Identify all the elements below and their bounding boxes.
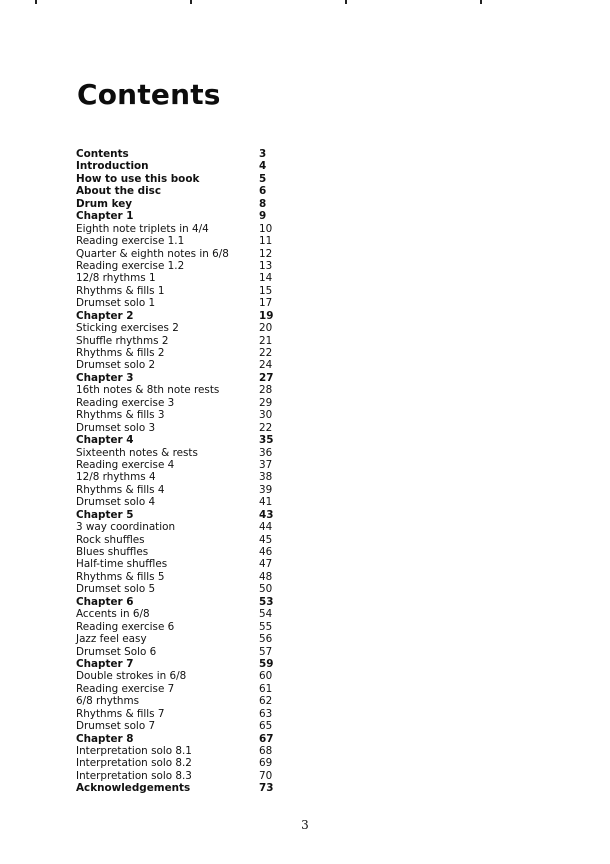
toc-entry <box>76 633 286 645</box>
toc-entry-label: Drum key <box>76 197 133 210</box>
toc-entry-page: 62 <box>259 695 273 708</box>
toc-entry <box>76 372 286 384</box>
toc-entry <box>76 434 286 446</box>
toc-entry <box>76 708 286 720</box>
toc-entry-label: Reading exercise 4 <box>76 458 175 471</box>
toc-entry <box>76 496 286 508</box>
toc-entry-label: Interpretation solo 8.3 <box>76 769 192 782</box>
toc-entry-page: 6 <box>259 185 267 198</box>
toc-entry-page: 28 <box>259 384 273 397</box>
toc-entry-page: 44 <box>259 521 273 534</box>
edge-mark <box>35 0 37 4</box>
toc-entry-label: Blues shuffles <box>76 546 149 558</box>
toc-entry <box>76 459 286 471</box>
toc-entry-page: 36 <box>259 446 273 459</box>
toc-entry-page: 63 <box>259 707 273 720</box>
toc-entry-label: About the disc <box>76 185 161 198</box>
toc-entry-page: 39 <box>259 483 273 496</box>
edge-mark <box>345 0 347 4</box>
toc-entry-label: Reading exercise 1.2 <box>76 259 185 272</box>
toc-entry <box>76 173 286 185</box>
toc-entry <box>76 558 286 570</box>
toc-entry-page: 41 <box>259 496 273 509</box>
toc-entry-page: 5 <box>259 172 267 185</box>
toc-entry-page: 22 <box>259 347 273 359</box>
table-of-contents <box>76 148 286 795</box>
toc-entry-label: Double strokes in 6/8 <box>76 670 187 683</box>
toc-entry-label: Drumset solo 7 <box>76 720 156 733</box>
toc-entry-label: Reading exercise 7 <box>76 682 175 695</box>
toc-entry <box>76 484 286 496</box>
toc-entry <box>76 646 286 658</box>
toc-entry <box>76 160 286 172</box>
toc-entry-label: Drumset solo 1 <box>76 297 156 310</box>
toc-entry-label: Rock shuffles <box>76 533 145 546</box>
toc-entry-page: 61 <box>259 682 273 695</box>
toc-entry-label: Rhythms & fills 3 <box>76 409 165 422</box>
toc-entry-page: 54 <box>259 608 273 621</box>
toc-entry-page: 73 <box>259 782 274 795</box>
toc-entry <box>76 571 286 583</box>
toc-entry-page: 15 <box>259 284 273 297</box>
toc-entry <box>76 210 286 222</box>
toc-entry <box>76 509 286 521</box>
toc-entry-page: 21 <box>259 334 273 347</box>
toc-entry-label: Drumset Solo 6 <box>76 645 157 658</box>
toc-entry-label: Rhythms & fills 5 <box>76 570 165 583</box>
toc-entry <box>76 658 286 670</box>
toc-entry-page: 22 <box>259 421 273 434</box>
toc-entry-page: 24 <box>259 359 273 372</box>
toc-entry-label: Chapter 2 <box>76 309 134 322</box>
toc-entry <box>76 521 286 533</box>
toc-entry <box>76 223 286 235</box>
toc-entry-label: 3 way coordination <box>76 521 176 534</box>
toc-entry <box>76 782 286 794</box>
toc-entry-label: Chapter 8 <box>76 732 134 745</box>
toc-entry-page: 56 <box>259 633 273 646</box>
toc-entry-label: Chapter 7 <box>76 657 134 670</box>
edge-mark <box>480 0 482 4</box>
toc-entry-label: Rhythms & fills 4 <box>76 483 165 496</box>
toc-entry-page: 65 <box>259 720 273 733</box>
toc-entry <box>76 745 286 757</box>
toc-entry <box>76 322 286 334</box>
toc-entry-label: 6/8 rhythms <box>76 695 140 708</box>
toc-entry-page: 46 <box>259 546 273 558</box>
toc-entry <box>76 397 286 409</box>
toc-entry-label: Sixteenth notes & rests <box>76 446 198 459</box>
toc-entry-page: 11 <box>259 235 273 248</box>
toc-entry <box>76 757 286 769</box>
toc-entry-page: 4 <box>259 160 267 173</box>
toc-entry <box>76 310 286 322</box>
toc-entry <box>76 248 286 260</box>
toc-entry <box>76 148 286 160</box>
toc-entry <box>76 583 286 595</box>
toc-entry-page: 17 <box>259 297 273 310</box>
toc-entry-label: Introduction <box>76 160 149 173</box>
toc-entry <box>76 272 286 284</box>
toc-entry-page: 10 <box>259 222 273 235</box>
toc-entry-label: Drumset solo 3 <box>76 421 156 434</box>
toc-entry-label: Chapter 4 <box>76 434 134 447</box>
toc-entry-page: 20 <box>259 322 273 335</box>
toc-entry-label: 16th notes & 8th note rests <box>76 384 220 397</box>
toc-entry <box>76 447 286 459</box>
toc-entry-page: 43 <box>259 508 274 521</box>
toc-entry-page: 3 <box>259 148 267 160</box>
toc-entry <box>76 670 286 682</box>
toc-entry-page: 14 <box>259 272 273 285</box>
toc-entry <box>76 347 286 359</box>
toc-entry-label: Shuffle rhythms 2 <box>76 334 169 347</box>
toc-entry-page: 30 <box>259 409 273 422</box>
toc-entry-label: Reading exercise 1.1 <box>76 235 185 248</box>
toc-entry <box>76 621 286 633</box>
toc-entry-page: 50 <box>259 583 273 596</box>
edge-mark <box>190 0 192 4</box>
toc-entry-label: Drumset solo 4 <box>76 496 156 509</box>
toc-entry-page: 8 <box>259 197 267 210</box>
toc-entry <box>76 422 286 434</box>
toc-entry-page: 67 <box>259 732 274 745</box>
toc-entry-label: Chapter 5 <box>76 508 134 521</box>
toc-entry-label: 12/8 rhythms 1 <box>76 272 156 285</box>
toc-entry-label: Rhythms & fills 2 <box>76 347 165 359</box>
toc-entry-page: 59 <box>259 657 274 670</box>
toc-entry <box>76 683 286 695</box>
toc-entry-page: 37 <box>259 458 273 471</box>
toc-entry-label: Drumset solo 5 <box>76 583 156 596</box>
toc-entry-label: Chapter 3 <box>76 371 134 384</box>
toc-entry <box>76 471 286 483</box>
toc-entry <box>76 235 286 247</box>
toc-entry <box>76 297 286 309</box>
toc-entry <box>76 359 286 371</box>
toc-entry <box>76 198 286 210</box>
toc-entry <box>76 608 286 620</box>
toc-entry <box>76 384 286 396</box>
toc-entry <box>76 720 286 732</box>
toc-entry-label: Chapter 6 <box>76 595 134 608</box>
toc-entry-label: Eighth note triplets in 4/4 <box>76 222 209 235</box>
toc-entry-label: 12/8 rhythms 4 <box>76 471 156 484</box>
toc-entry <box>76 546 286 558</box>
toc-entry-page: 48 <box>259 570 273 583</box>
top-edge-marks <box>0 0 610 6</box>
toc-entry-label: Contents <box>76 148 129 160</box>
toc-entry-label: Interpretation solo 8.1 <box>76 745 192 757</box>
toc-entry-page: 35 <box>259 434 274 447</box>
toc-entry-page: 69 <box>259 757 273 770</box>
toc-entry-page: 53 <box>259 595 274 608</box>
toc-entry-label: Accents in 6/8 <box>76 608 150 621</box>
toc-entry <box>76 335 286 347</box>
toc-entry-label: Rhythms & fills 7 <box>76 707 165 720</box>
toc-entry-page: 27 <box>259 371 274 384</box>
toc-entry-page: 45 <box>259 533 273 546</box>
toc-entry-label: Chapter 1 <box>76 210 134 223</box>
toc-entry-page: 38 <box>259 471 273 484</box>
page-number: 3 <box>301 818 309 832</box>
toc-entry-label: Reading exercise 3 <box>76 396 175 409</box>
toc-entry-page: 57 <box>259 645 273 658</box>
toc-entry <box>76 534 286 546</box>
toc-entry-page: 47 <box>259 558 273 571</box>
toc-entry-label: Interpretation solo 8.2 <box>76 757 192 770</box>
toc-entry-page: 12 <box>259 247 273 260</box>
toc-entry <box>76 409 286 421</box>
toc-entry-label: Reading exercise 6 <box>76 620 175 633</box>
toc-entry-label: Jazz feel easy <box>76 633 147 646</box>
toc-entry-page: 68 <box>259 745 273 757</box>
toc-entry-page: 70 <box>259 769 273 782</box>
toc-entry <box>76 733 286 745</box>
toc-entry-page: 9 <box>259 210 267 223</box>
toc-entry <box>76 260 286 272</box>
toc-entry-page: 13 <box>259 259 273 272</box>
toc-entry-label: Acknowledgements <box>76 782 191 795</box>
toc-entry-label: How to use this book <box>76 172 200 185</box>
toc-entry <box>76 770 286 782</box>
toc-entry-label: Rhythms & fills 1 <box>76 284 165 297</box>
toc-entry <box>76 596 286 608</box>
toc-entry <box>76 185 286 197</box>
toc-entry <box>76 695 286 707</box>
page-title: Contents <box>77 78 221 111</box>
toc-entry-page: 55 <box>259 620 273 633</box>
toc-entry-page: 60 <box>259 670 273 683</box>
toc-entry-page: 29 <box>259 396 273 409</box>
toc-entry-label: Half-time shuffles <box>76 558 168 571</box>
toc-entry-label: Quarter & eighth notes in 6/8 <box>76 247 229 260</box>
toc-entry-page: 19 <box>259 309 274 322</box>
toc-entry-label: Drumset solo 2 <box>76 359 156 372</box>
toc-entry <box>76 285 286 297</box>
toc-entry-label: Sticking exercises 2 <box>76 322 179 335</box>
